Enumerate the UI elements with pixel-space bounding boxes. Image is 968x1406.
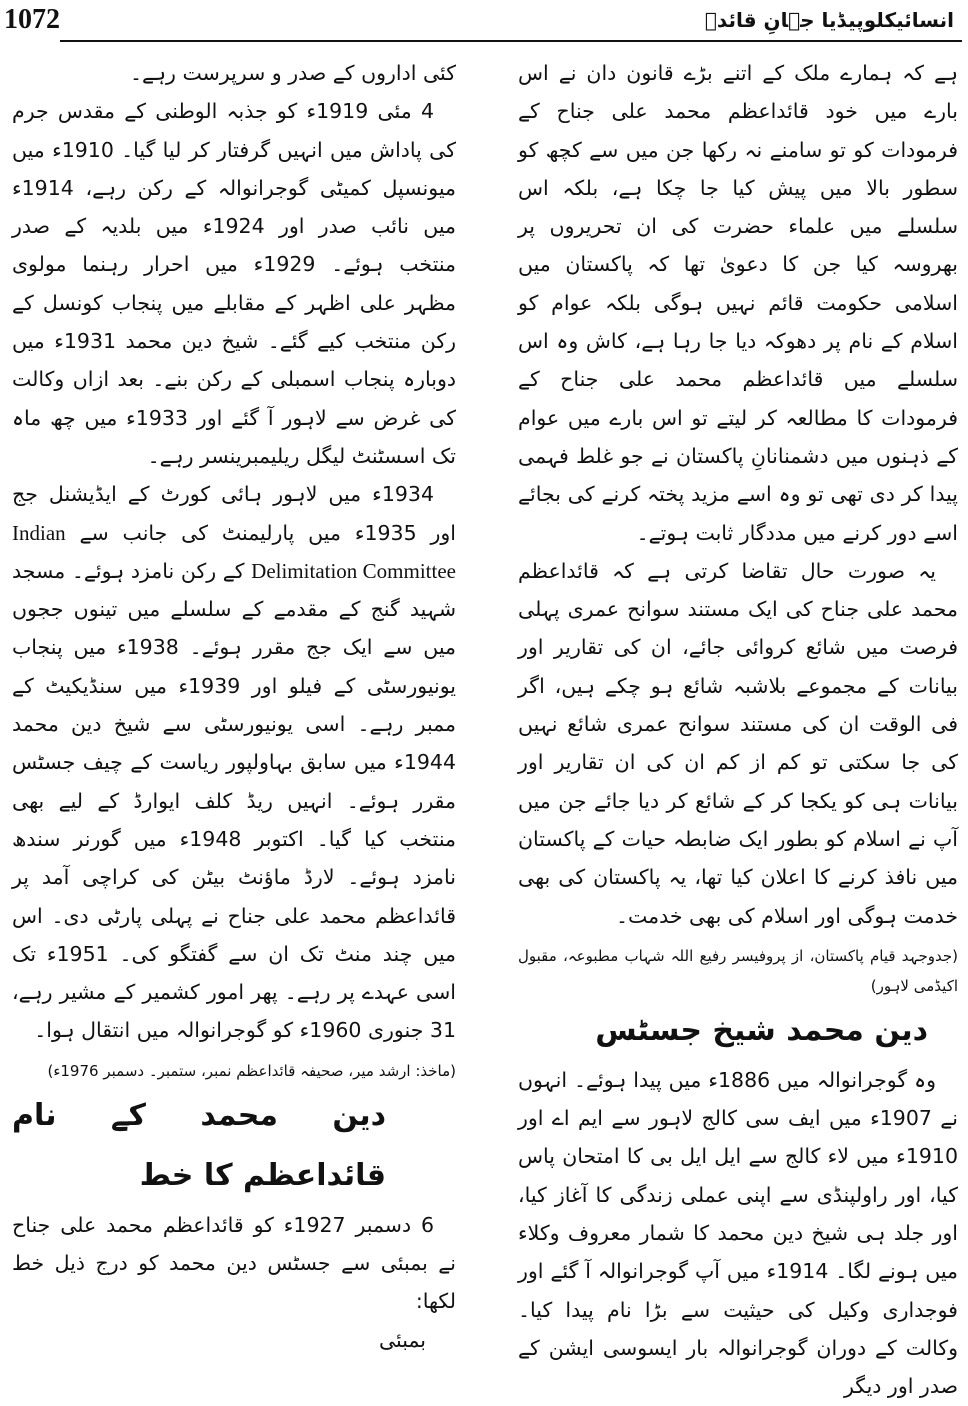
section-heading: دین محمد کے نام قائداعظم کا خط: [12, 1097, 386, 1193]
paragraph: ہے کہ ہمارے ملک کے اتنے بڑے قانون دان نے اس بارے میں خود قائداعظم محمد علی جناح کے فرمودات کو تو سامنے نہ رکھا جن میں سے کچھ کو سطور بالا میں پیش کیا جا چکا ہے، بلکہ اس سلسلے میں علماء حضرت کی ان تحریروں پر بھروسہ کیا جن کا دعویٰ تھا کہ پاکستان میں اسلامی حکومت قائم نہیں ہوگی بلکہ عوام کو اسلام کے نام پر دھوکہ دیا جا رہا ہے، کاش وہ اس سلسلے میں قائداعظم محمد علی جناح کے فرمودات کا مطالعہ کر لیتے تو اس بارے میں عوام کے ذہنوں میں دشمنانانِ پاکستان نے جو غلط فہمی پیدا کر دی تھی تو وہ اسے مزید پختہ کرنے کی بجائے اسے دور کرنے میں مددگار ثابت ہوتے۔: [518, 61, 958, 545]
page-number: 1072: [4, 4, 60, 35]
paragraph: کئی اداروں کے صدر و سرپرست رہے۔: [130, 61, 456, 85]
paragraph-text: کے رکن نامزد ہوئے۔ مسجد شہید گنج کے مقدمے کے سلسلے میں تینوں ججوں میں سے ایک جج مقرر ہوئے۔ 1938ء میں پنجاب یونیورسٹی کے فیلو اور 1939ء میں سنڈیکیٹ کے ممبر رہے۔ اسی یونیورسٹی سے شیخ دین محمد 1944ء میں سابق بہاولپور ریاست کے چیف جسٹس مقرر ہوئے۔ انہیں ریڈ کلف ایوارڈ کے لیے بھی منتخب کیا گیا۔ اکتوبر 1948ء میں گورنر سندھ نامزد ہوئے۔ لارڈ ماؤنٹ بیٹن کی کراچی آمد پر قائداعظم محمد علی جناح نے پہلی پارٹی دی۔ اس میں چند منٹ تک ان سے گفتگو کی۔ 1951ء تک اسی عہدے پر رہے۔ پھر امور کشمیر کے مشیر رہے، 31 جنوری 1960ء کو گوجرانوالہ میں انتقال ہوا۔: [12, 558, 457, 1043]
paragraph: 6 دسمبر 1927ء کو قائداعظم محمد علی جناح نے بمبئی سے جسٹس دین محمد کو درج ذیل خط لکھا:: [12, 1212, 456, 1314]
paragraph: [12, 475, 456, 1049]
paragraph: یہ صورت حال تقاضا کرتی ہے کہ قائداعظم محمد علی جناح کی ایک مستند سوانح عمری پہلی فرصت میں شائع کروائی جائے، ان کی تقاریر اور بیانات کے مجموعے بلاشبہ شائع ہو چکے ہیں، اگر فی الوقت ان کی مستند سوانح عمری شائع نہیں کی جا سکتی تو کم از کم ان کی ان تقاریر اور بیانات ہی کو یکجا کر کے شائع کر دیا جائے جن میں آپ نے اسلام کو بطور ایک ضابطہ حیات کے پاکستان میں نافذ کرنے کا اعلان کیا تھا، یہ پاکستان کی بھی خدمت ہوگی اور اسلام کی بھی خدمت۔: [518, 558, 958, 928]
paragraph-text: 1934ء میں لاہور ہائی کورٹ کے ایڈیشنل جج اور 1935ء میں پارلیمنٹ کی جانب سے: [12, 482, 456, 545]
paragraph: وہ گوجرانوالہ میں 1886ء میں پیدا ہوئے۔ انہوں نے 1907ء میں ایف سی کالج لاہور سے ایم اے اور 1910ء میں لاء کالج سے ایل ایل بی کا امتحان پاس کیا، اور راولپنڈی سے اپنی عملی زندگی کا آغاز کیا، اور جلد ہی شیخ دین محمد کا شمار معروف وکلاء میں ہونے لگا۔ 1914ء میں آپ گوجرانوالہ آ گئے اور فوجداری وکیل کی حیثیت سے بڑا نام پیدا کیا۔ وکالت کے دوران گوجرانوالہ بار ایسوسی ایشن کے صدر اور دیگر: [518, 1067, 959, 1399]
right-column: [518, 54, 958, 1406]
source-note: (جدوجہد قیام پاکستان، از پروفیسر رفیع اللہ شہاب مطبوعہ، مقبول اکیڈمی لاہور): [518, 946, 958, 995]
section-heading: دین محمد شیخ جسٹس: [595, 1012, 928, 1048]
left-column: [12, 54, 456, 1359]
header-rule: [60, 40, 962, 42]
paragraph: 4 مئی 1919ء کو جذبہ الوطنی کے مقدس جرم کی پاداش میں انہیں گرفتار کر لیا گیا۔ 1910ء میں میونسپل کمیٹی گوجرانوالہ کے رکن رہے، 1914ء میں نائب صدر اور 1924ء میں بلدیہ کے صدر منتخب ہوئے۔ 1929ء میں احرار رہنما مولوی مظہر علی اظہر کے مقابلے میں پنجاب کونسل کے رکن منتخب کیے گئے۔ شیخ دین محمد 1931ء میں دوبارہ پنجاب اسمبلی کے رکن بنے۔ بعد ازاں وکالت کی غرض سے لاہور آ گئے اور 1933ء میں چھ ماہ تک اسسٹنٹ لیگل ریلیمبرینسر رہے۔: [12, 99, 456, 468]
letter-place: بمبئی: [378, 1327, 426, 1352]
latin-term: Indian Delimitation Committee: [12, 520, 456, 583]
source-note: (ماخذ: ارشد میر، صحیفہ قائداعظم نمبر، ستمبر۔ دسمبر 1976ء): [47, 1061, 456, 1080]
running-title: انسائیکلوپیڈیا جہانِ قائدؒ: [704, 8, 954, 32]
